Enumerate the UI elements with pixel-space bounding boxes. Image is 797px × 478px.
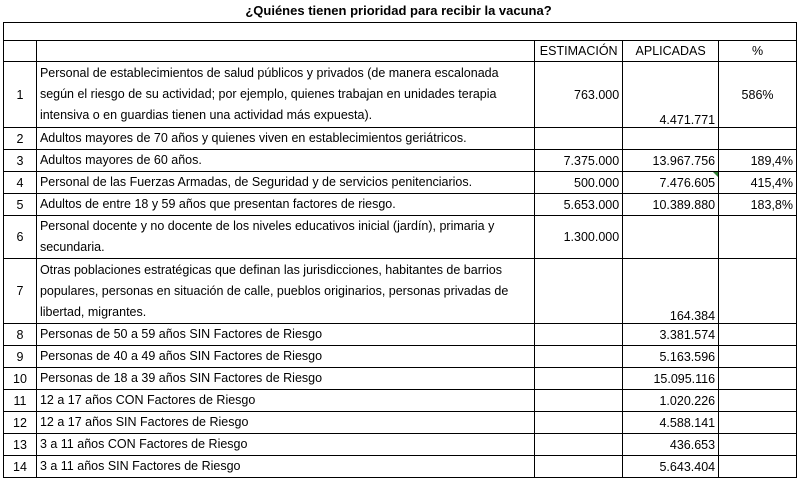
row-aplicadas: 7.476.605 — [623, 172, 719, 194]
table-row — [4, 128, 797, 150]
row-description: Adultos mayores de 60 años. — [36, 150, 534, 172]
row-estimacion — [535, 456, 623, 478]
table-row — [4, 259, 797, 324]
empty-row — [3, 22, 797, 40]
sheet-title: ¿Quiénes tienen prioridad para recibir la vacuna? — [245, 3, 552, 18]
row-number: 3 — [4, 150, 37, 172]
row-aplicadas: 5.643.404 — [623, 456, 719, 478]
row-description: Adultos mayores de 70 años y quienes viven en establecimientos geriátricos. — [36, 128, 534, 150]
row-aplicadas: 4.588.141 — [623, 412, 719, 434]
vaccine-priority-table — [3, 40, 797, 478]
table-row — [4, 172, 797, 194]
row-estimacion — [535, 259, 623, 324]
row-number: 14 — [4, 456, 37, 478]
row-pct — [719, 128, 797, 150]
row-pct — [719, 434, 797, 456]
row-aplicadas: 1.020.226 — [623, 390, 719, 412]
row-description: Otras poblaciones estratégicas que definan las jurisdicciones, habitantes de barrios populares, personas en situación de calle, pueblos originarios, personas privadas de libertad, migrantes. — [36, 259, 534, 324]
row-pct — [719, 390, 797, 412]
row-estimacion: 5.653.000 — [535, 194, 623, 216]
header-row — [4, 41, 797, 62]
row-number: 8 — [4, 324, 37, 346]
row-number: 12 — [4, 412, 37, 434]
row-estimacion — [535, 390, 623, 412]
row-aplicadas: 15.095.116 — [623, 368, 719, 390]
row-estimacion — [535, 412, 623, 434]
row-number: 4 — [4, 172, 37, 194]
row-number: 1 — [4, 62, 37, 128]
row-number: 9 — [4, 346, 37, 368]
row-pct: 189,4% — [719, 150, 797, 172]
row-description: 12 a 17 años CON Factores de Riesgo — [36, 390, 534, 412]
row-aplicadas: 5.163.596 — [623, 346, 719, 368]
row-estimacion — [535, 128, 623, 150]
row-aplicadas: 13.967.756 — [623, 150, 719, 172]
row-estimacion: 1.300.000 — [535, 216, 623, 259]
row-pct — [719, 346, 797, 368]
header-cell-number — [4, 41, 37, 62]
row-estimacion — [535, 368, 623, 390]
row-number: 7 — [4, 259, 37, 324]
table-row — [4, 150, 797, 172]
row-number: 5 — [4, 194, 37, 216]
header-aplicadas: APLICADAS — [623, 41, 719, 62]
row-description: Personal de establecimientos de salud públicos y privados (de manera escalonada según el riesgo de su actividad; por ejemplo, quienes trabajan en unidades terapia intensiva o en guardias tienen una actividad más expuesta). — [36, 62, 534, 128]
row-aplicadas: 4.471.771 — [623, 62, 719, 128]
row-pct — [719, 259, 797, 324]
row-description: Personas de 50 a 59 años SIN Factores de Riesgo — [36, 324, 534, 346]
row-estimacion — [535, 324, 623, 346]
row-pct — [719, 412, 797, 434]
header-pct: % — [719, 41, 797, 62]
row-aplicadas: 436.653 — [623, 434, 719, 456]
table-row — [4, 434, 797, 456]
row-number: 13 — [4, 434, 37, 456]
row-number: 6 — [4, 216, 37, 259]
table-row — [4, 216, 797, 259]
row-number: 11 — [4, 390, 37, 412]
row-pct — [719, 324, 797, 346]
row-pct: 415,4% — [719, 172, 797, 194]
row-description: 12 a 17 años SIN Factores de Riesgo — [36, 412, 534, 434]
row-pct: 183,8% — [719, 194, 797, 216]
row-pct — [719, 368, 797, 390]
row-pct — [719, 216, 797, 259]
row-number: 2 — [4, 128, 37, 150]
table-row — [4, 390, 797, 412]
header-cell-description — [36, 41, 534, 62]
row-aplicadas: 3.381.574 — [623, 324, 719, 346]
table-row — [4, 194, 797, 216]
table-row — [4, 412, 797, 434]
header-estimacion: ESTIMACIÓN — [535, 41, 623, 62]
row-estimacion — [535, 346, 623, 368]
row-description: 3 a 11 años SIN Factores de Riesgo — [36, 456, 534, 478]
row-pct: 586% — [719, 62, 797, 128]
comment-indicator-icon — [713, 172, 718, 177]
table-row — [4, 346, 797, 368]
row-aplicadas: 10.389.880 — [623, 194, 719, 216]
row-aplicadas — [623, 128, 719, 150]
row-estimacion: 500.000 — [535, 172, 623, 194]
row-estimacion: 7.375.000 — [535, 150, 623, 172]
table-row — [4, 368, 797, 390]
row-estimacion: 763.000 — [535, 62, 623, 128]
row-description: Adultos de entre 18 y 59 años que presentan factores de riesgo. — [36, 194, 534, 216]
row-number: 10 — [4, 368, 37, 390]
row-description: Personal de las Fuerzas Armadas, de Seguridad y de servicios penitenciarios. — [36, 172, 534, 194]
row-description: Personas de 40 a 49 años SIN Factores de Riesgo — [36, 346, 534, 368]
row-estimacion — [535, 434, 623, 456]
row-description: Personas de 18 a 39 años SIN Factores de Riesgo — [36, 368, 534, 390]
row-pct — [719, 456, 797, 478]
table-row — [4, 456, 797, 478]
row-aplicadas — [623, 216, 719, 259]
table-row — [4, 62, 797, 128]
row-description: Personal docente y no docente de los niveles educativos inicial (jardín), primaria y secundaria. — [36, 216, 534, 259]
table-row — [4, 324, 797, 346]
row-aplicadas: 164.384 — [623, 259, 719, 324]
row-description: 3 a 11 años CON Factores de Riesgo — [36, 434, 534, 456]
